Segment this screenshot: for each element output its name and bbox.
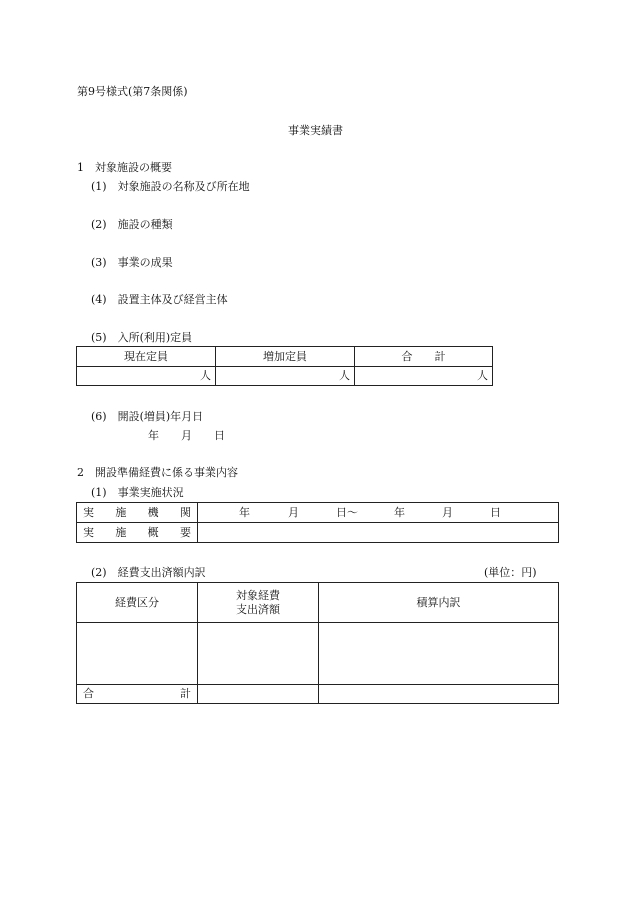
section2-heading: 2 開設準備経費に係る事業内容 — [77, 466, 238, 479]
section2-item1: (1) 事業実施状況 — [91, 486, 184, 499]
document-title: 事業実績書 — [288, 124, 343, 137]
implementation-summary-cell[interactable] — [198, 523, 559, 543]
status-table — [76, 502, 559, 543]
section1-item2: (2) 施設の種類 — [91, 218, 173, 231]
opening-date-line: 年 月 日 — [148, 429, 225, 442]
total-amount-cell[interactable] — [198, 685, 319, 704]
calculation-breakdown-cell[interactable] — [319, 623, 559, 685]
unit-note: (単位：円) — [484, 566, 537, 579]
header-total: 合 計 — [355, 347, 493, 367]
section1-heading: 1 対象施設の概要 — [77, 161, 172, 174]
form-number: 第9号様式(第7条関係) — [77, 85, 188, 98]
implementing-period-cell[interactable]: 年 月 日～ 年 月 日 — [198, 503, 559, 523]
current-capacity-cell[interactable]: 人 — [77, 367, 216, 386]
header-current-capacity: 現在定員 — [77, 347, 216, 367]
header-expense-category: 経費区分 — [77, 583, 198, 623]
implementing-agency-label: 実 施 機 関 — [77, 503, 198, 523]
increase-capacity-cell[interactable]: 人 — [216, 367, 355, 386]
section1-item5: (5) 入所(利用)定員 — [91, 331, 193, 344]
expense-table — [76, 582, 559, 704]
expended-amount-cell[interactable] — [198, 623, 319, 685]
section2-item2: (2) 経費支出済額内訳 — [91, 566, 206, 579]
section1-item3: (3) 事業の成果 — [91, 256, 173, 269]
expense-category-cell[interactable] — [77, 623, 198, 685]
section1-item6: (6) 開設(増員)年月日 — [91, 410, 204, 423]
header-expended-amount: 対象経費 支出済額 — [198, 583, 319, 623]
total-label: 合 計 — [77, 685, 198, 704]
section1-item4: (4) 設置主体及び経営主体 — [91, 293, 228, 306]
header-increase-capacity: 増加定員 — [216, 347, 355, 367]
total-capacity-cell[interactable]: 人 — [355, 367, 493, 386]
total-breakdown-cell[interactable] — [319, 685, 559, 704]
header-calculation-breakdown: 積算内訳 — [319, 583, 559, 623]
capacity-table — [76, 346, 493, 386]
implementation-summary-label: 実 施 概 要 — [77, 523, 198, 543]
section1-item1: (1) 対象施設の名称及び所在地 — [91, 180, 250, 193]
